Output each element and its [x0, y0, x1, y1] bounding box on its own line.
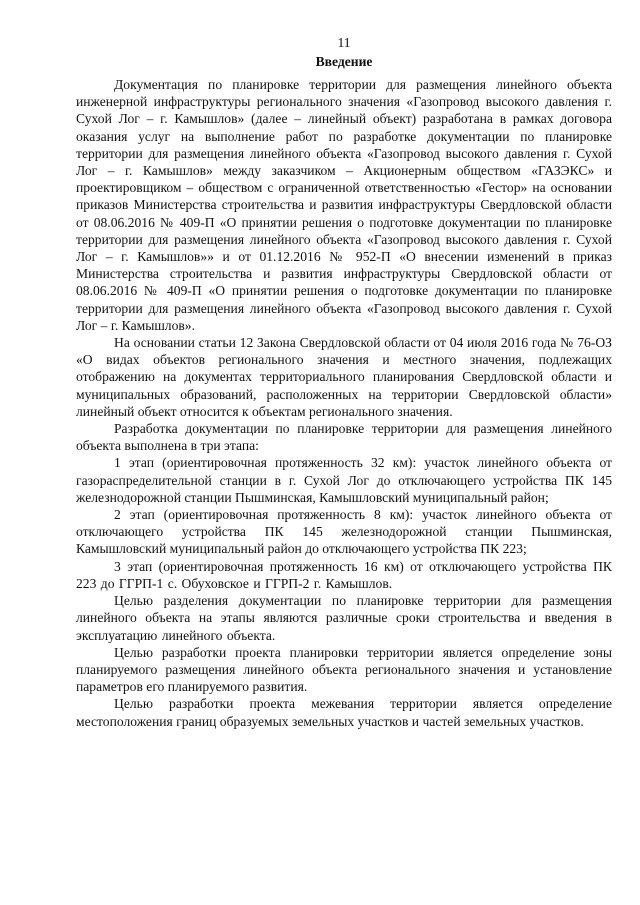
- paragraph-stage-1: 1 этап (ориентировочная протяженность 32 км): участок линейного объекта от газораспределительной станции в г. Сухой Лог до отключающего устройства ПК 145 железнодорожной станции Пышминская, Камышловский муниципальный район;: [76, 455, 612, 505]
- paragraph-planning-goal: Целью разработки проекта планировки территории является определение зоны планируемого размещения линейного объекта регионального значения и установление параметров его планируемого развития.: [76, 644, 612, 695]
- paragraph-stage-3: 3 этап (ориентировочная протяженность 16 км) от отключающего устройства ПК 223 до ГГРП-1 с. Обуховское и ГГРП-2 г. Камышлов.: [76, 558, 612, 591]
- section-heading: Введение: [315, 54, 373, 69]
- page-number: 11: [337, 35, 351, 50]
- paragraph-legal-basis: На основании статьи 12 Закона Свердловской области от 04 июля 2016 года № 76-ОЗ «О видах объектов регионального значения и местного значения, подлежащих отображению на документах территориального планирования Свердловской области и муниципальных образований, расположенных на территории Свердловской области» линейный объект относится к объектам регионального значения.: [76, 335, 612, 419]
- paragraph-surveying-goal: Целью разработки проекта межевания территории является определение местоположения границ образуемых земельных участков и частей земельных участков.: [76, 696, 612, 729]
- page-content: [76, 34, 612, 730]
- paragraph-stage-2: 2 этап (ориентировочная протяженность 8 км): участок линейного объекта от отключающего устройства ПК 145 железнодорожной станции Пышминская, Камышловский муниципальный район до отключающего устройства ПК 223;: [76, 507, 612, 557]
- paragraph-intro: Документация по планировке территории для размещения линейного объекта инженерной инфраструктуры регионального значения «Газопровод высокого давления г. Сухой Лог – г. Камышлов» (далее – линейный объект) разработана в рамках договора оказания услуг на выполнение работ по разработке документации по планировке территории для размещения линейного объекта «Газопровод высокого давления г. Сухой Лог – г. Камышлов» между заказчиком – Акционерным обществом «ГАЗЭКС» и проектировщиком – обществом с ограниченной ответственностью «Гестор» на основании приказов Министерства строительства и развития инфраструктуры Свердловской области от 08.06.2016 № 409-П «О принятии решения о подготовке документации по планировке территории для размещения линейного объекта «Газопровод высокого давления г. Сухой Лог – г. Камышлов»» и от 01.12.2016 № 952-П «О внесении изменений в приказ Министерства строительства и развития инфраструктуры Свердловской области от 08.06.2016 № 409-П «О принятии решения о подготовке документации по планировке территории для размещения линейного объекта «Газопровод высокого давления г. Сухой Лог – г. Камышлов».: [76, 77, 612, 333]
- paragraph-stages-purpose: Целью разделения документации по планировке территории для размещения линейного объекта на этапы являются различные сроки строительства и введения в эксплуатацию линейного объекта.: [76, 593, 612, 643]
- paragraph-stages-intro: Разработка документации по планировке территории для размещения линейного объекта выполнена в три этапа:: [76, 421, 612, 454]
